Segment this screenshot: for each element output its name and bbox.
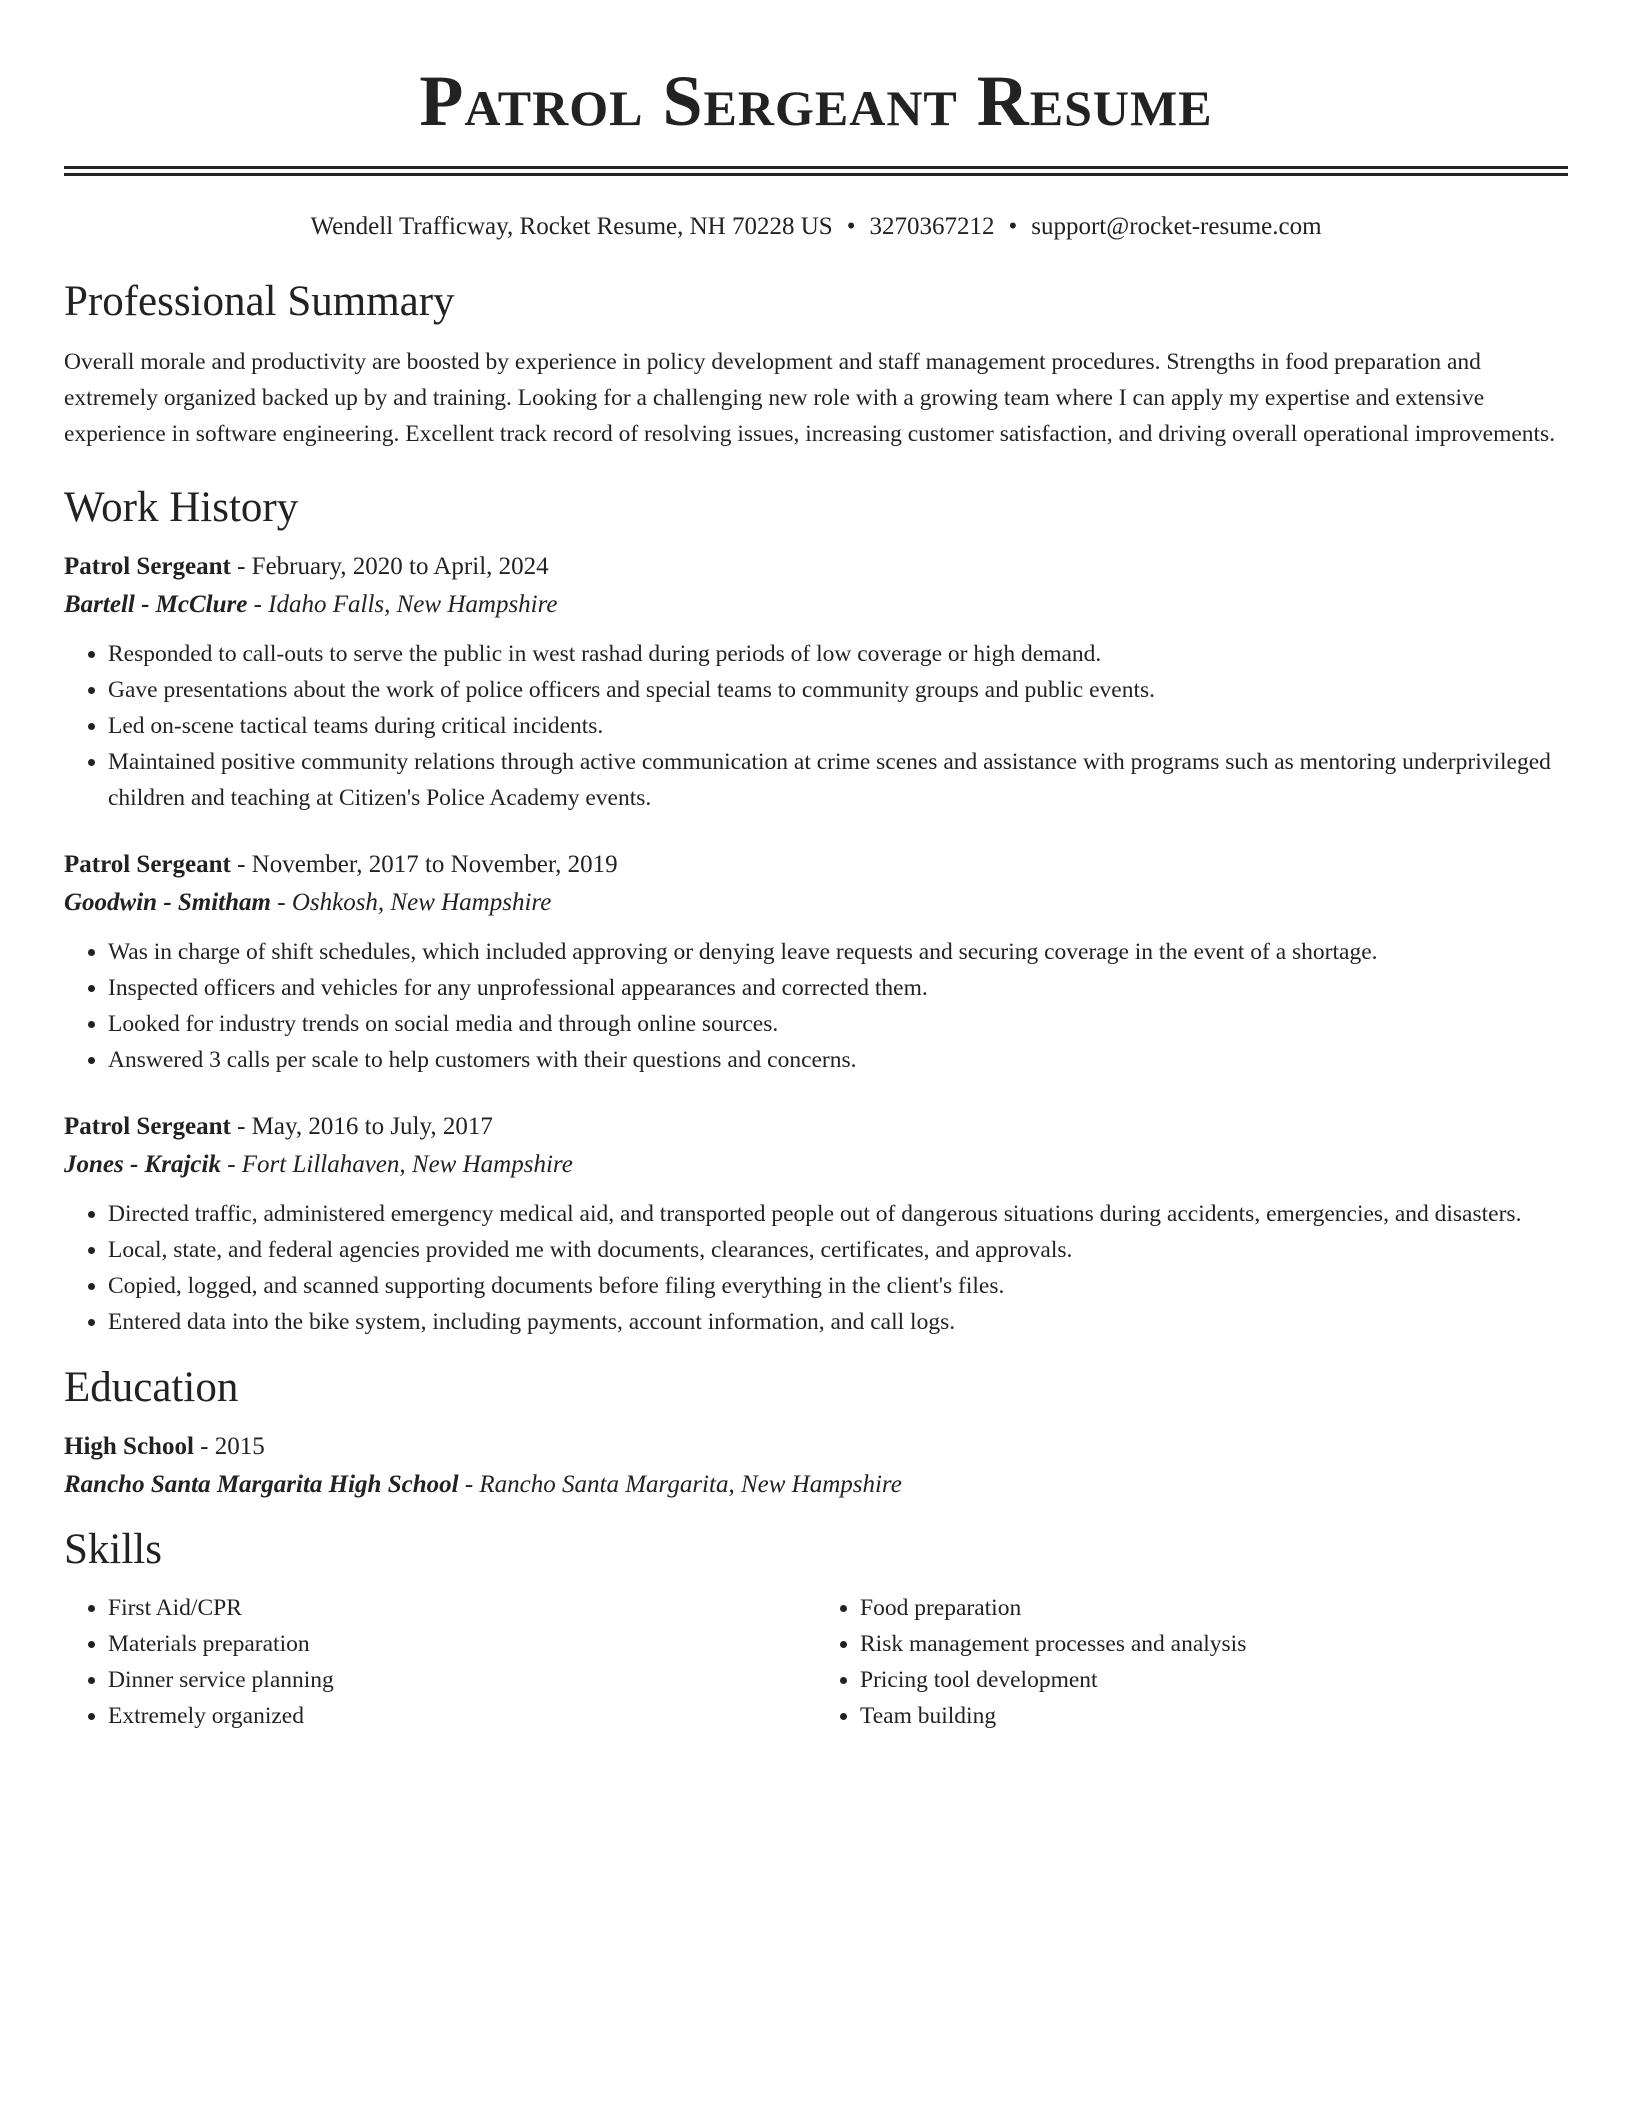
education-year: - 2015 [193,1433,265,1460]
company-name: Jones - Krajcik [64,1151,221,1178]
summary-heading: Professional Summary [64,278,455,325]
job-title: Patrol Sergeant [64,553,231,580]
skill-item: • Team building [860,1698,1568,1734]
summary-text: Overall morale and productivity are boosted by experience in policy development and staff management procedures. Strengths in food preparation and extremely organized backed up by and training. Looking for a challenging new role with a growing team where I can apply my expertise and extensive experience in software engineering. Excellent track record of resolving issues, increasing customer satisfaction, and driving overall operational improvements. [64,349,1556,447]
job-bullets [64,636,1568,816]
work-history-heading: Work History [64,484,299,531]
skill-item: • Food preparation [860,1590,1568,1626]
title-double-rule [64,166,1568,176]
job-bullet: • Inspected officers and vehicles for any unprofessional appearances and corrected them. [108,970,1568,1006]
job-bullet: • Was in charge of shift schedules, which included approving or denying leave requests and securing coverage in the event of a shortage. [108,934,1568,970]
company-location: - Fort Lillahaven, New Hampshire [220,1151,573,1178]
skill-item: • First Aid/CPR [108,1590,816,1626]
skill-item: • Pricing tool development [860,1662,1568,1698]
job-bullet: • Copied, logged, and scanned supporting documents before filing everything in the client's files. [108,1268,1568,1304]
job-entry [64,1108,1568,1340]
education-school: Rancho Santa Margarita High School [64,1471,459,1498]
skill-item: • Extremely organized [108,1698,816,1734]
company-line [64,586,1568,624]
job-dates: - May, 2016 to July, 2017 [230,1113,493,1140]
contact-separator: • [846,213,856,240]
education-degree-line [64,1428,1568,1466]
job-dates: - November, 2017 to November, 2019 [230,851,618,878]
company-name: Bartell - McClure [64,591,248,618]
job-bullet: • Directed traffic, administered emergency medical aid, and transported people out of dangerous situations during accidents, emergencies, and disasters. [108,1196,1568,1232]
contact-line [64,210,1568,244]
job-entry [64,548,1568,816]
company-line [64,1146,1568,1184]
job-title-line [64,548,1568,586]
job-title-line [64,1108,1568,1146]
education-school-line [64,1466,1568,1504]
job-title-line [64,846,1568,884]
company-location: - Oshkosh, New Hampshire [271,889,552,916]
page-title: Patrol Sergeant Resume [419,61,1213,141]
skills-columns [64,1590,1568,1734]
education-location: - Rancho Santa Margarita, New Hampshire [458,1471,902,1498]
job-bullets [64,1196,1568,1340]
job-entry [64,846,1568,1078]
skill-item: • Risk management processes and analysis [860,1626,1568,1662]
job-bullet: • Led on-scene tactical teams during critical incidents. [108,708,1568,744]
company-name: Goodwin - Smitham [64,889,271,916]
job-bullet: • Answered 3 calls per scale to help customers with their questions and concerns. [108,1042,1568,1078]
education-heading: Education [64,1364,239,1411]
job-bullet: • Gave presentations about the work of police officers and special teams to community groups and public events. [108,672,1568,708]
company-location: - Idaho Falls, New Hampshire [247,591,558,618]
contact-phone: 3270367212 [869,213,995,240]
job-title: Patrol Sergeant [64,1113,231,1140]
skill-item: • Dinner service planning [108,1662,816,1698]
skills-heading: Skills [64,1526,162,1573]
skills-list-left [64,1590,816,1734]
job-bullet: • Looked for industry trends on social media and through online sources. [108,1006,1568,1042]
skill-item: • Materials preparation [108,1626,816,1662]
job-dates: - February, 2020 to April, 2024 [230,553,549,580]
contact-separator: • [1008,213,1018,240]
job-title: Patrol Sergeant [64,851,231,878]
contact-address: Wendell Trafficway, Rocket Resume, NH 70228 US [310,213,833,240]
skills-list-right [816,1590,1568,1734]
job-bullets [64,934,1568,1078]
education-degree: High School [64,1433,194,1460]
company-line [64,884,1568,922]
contact-email: support@rocket-resume.com [1031,213,1322,240]
job-bullet: • Local, state, and federal agencies provided me with documents, clearances, certificates, and approvals. [108,1232,1568,1268]
job-bullet: • Entered data into the bike system, including payments, account information, and call logs. [108,1304,1568,1340]
job-bullet: • Responded to call-outs to serve the public in west rashad during periods of low coverage or high demand. [108,636,1568,672]
job-bullet: • Maintained positive community relations through active communication at crime scenes and assistance with programs such as mentoring underprivileged children and teaching at Citizen's Police Academy events. [108,744,1568,816]
